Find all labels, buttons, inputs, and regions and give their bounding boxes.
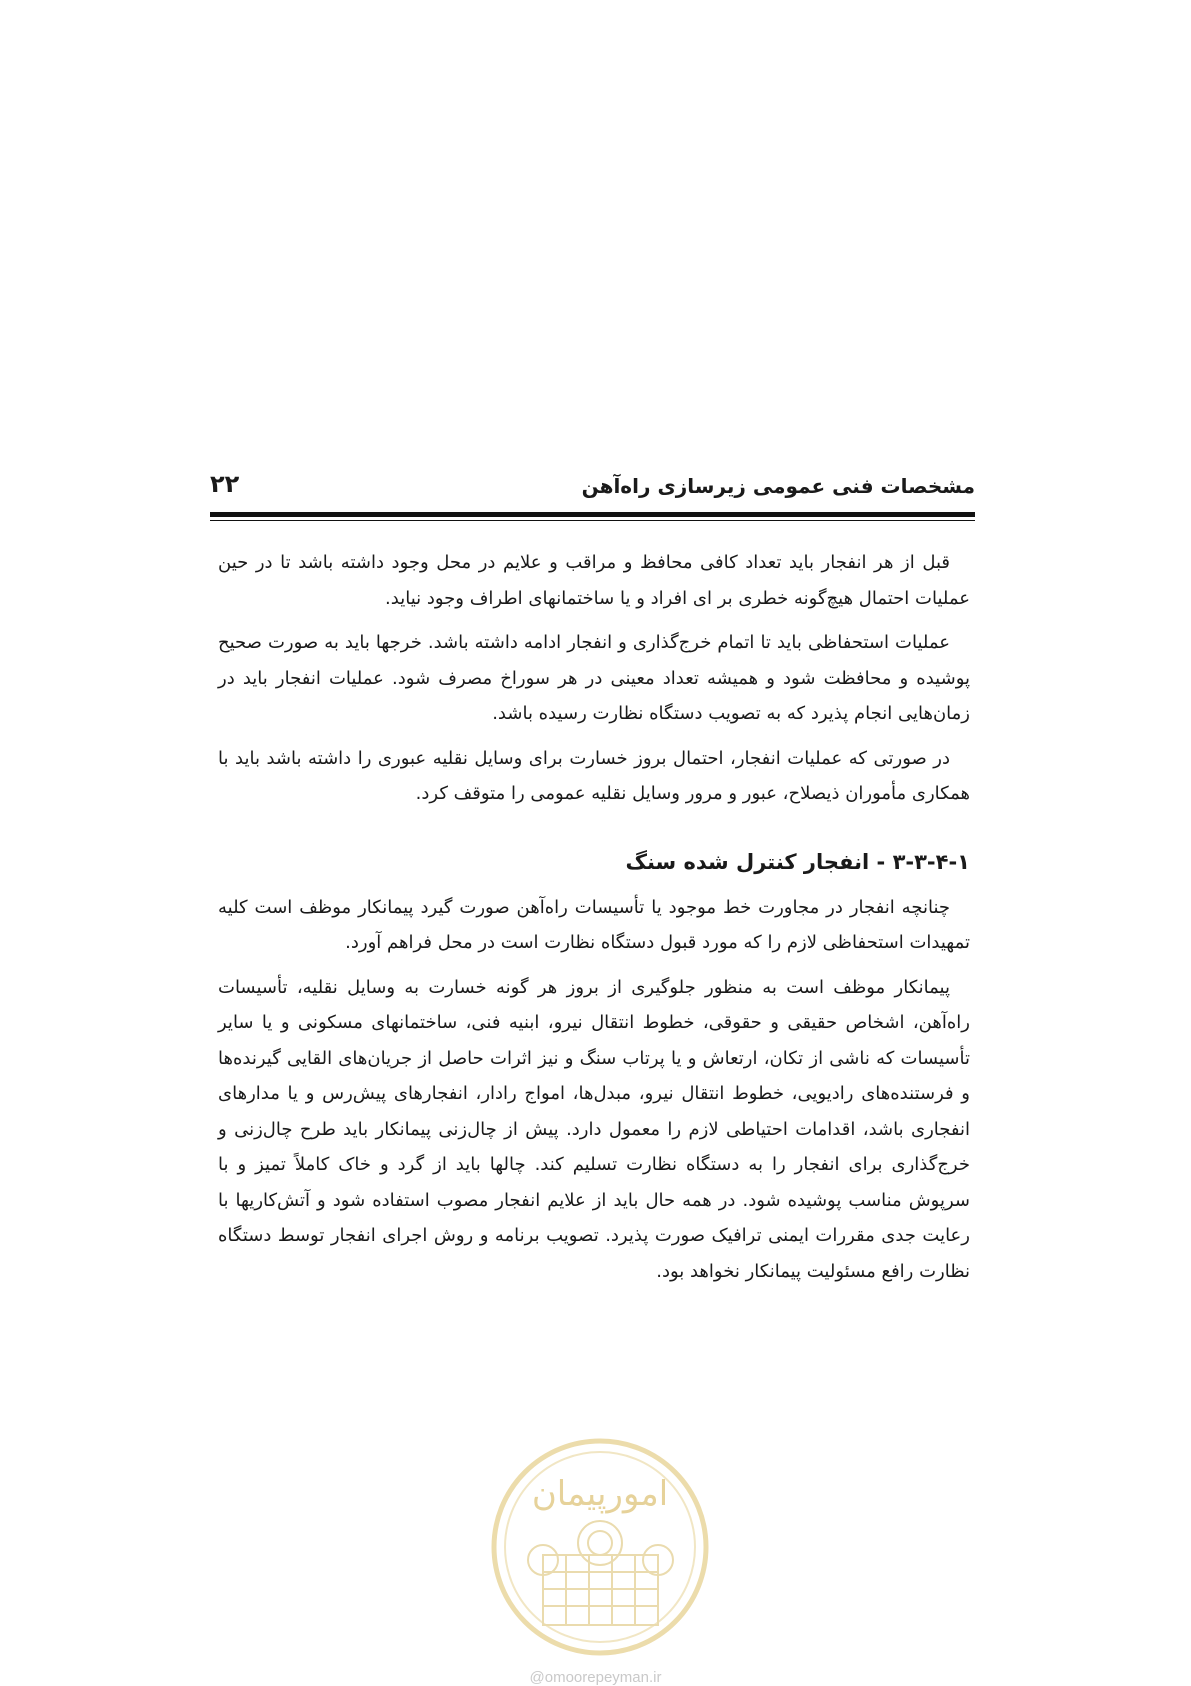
watermark-seal-icon xyxy=(488,1435,713,1660)
watermark-logo xyxy=(488,1435,713,1660)
paragraph-protection: عملیات استحفاظی باید تا اتمام خرج‌گذاری و انفجار ادامه داشته باشد. خرجها باید به صورت صحیح پوشیده و محافظت شود و همیشه تعداد معینی در هر سوراخ مصرف شود. عملیات انفجار باید در زمان‌هایی انجام پذیرد که به تصویب دستگاه نظارت رسیده باشد. xyxy=(218,632,970,724)
running-title: مشخصات فنی عمومی زیرسازی راه‌آهن xyxy=(581,474,975,498)
header-rule-thin xyxy=(210,520,975,521)
watermark-logo-text: امورپیمان xyxy=(531,1474,669,1514)
paragraph-traffic-stop: در صورتی که عملیات انفجار، احتمال بروز خسارت برای وسایل نقلیه عبوری را داشته باشد باید با همکاری مأموران ذیصلاح، عبور و مرور وسایل نقلیه عمومی را متوقف کرد. xyxy=(218,747,970,804)
watermark-url: @omoorepeyman.ir xyxy=(529,1669,662,1686)
section-heading: ۳-۳-۴-۱ - انفجار کنترل شده سنگ xyxy=(625,849,970,874)
paragraph-guards: قبل از هر انفجار باید تعداد کافی محافظ و مراقب و علایم در محل وجود داشته باشد تا در حین عملیات احتمال هیچ‌گونه خطری بر ای افراد و یا ساختمانهای اطراف وجود نیاید. xyxy=(218,552,970,609)
paragraph-near-track: چنانچه انفجار در مجاورت خط موجود یا تأسیسات راه‌آهن صورت گیرد پیمانکار موظف است کلیه تمهیدات استحفاظی لازم را که مورد قبول دستگاه نظارت است در محل فراهم آورد. xyxy=(218,896,970,953)
page-header xyxy=(210,470,975,508)
header-rule-thick xyxy=(210,512,975,517)
body-text xyxy=(218,545,970,1298)
paragraph-contractor-duties: پیمانکار موظف است به منظور جلوگیری از بروز هر گونه خسارت به وسایل نقلیه، تأسیسات راه‌آهن، اشخاص حقیقی و حقوقی، خطوط انتقال نیرو، ابنیه فنی، ساختمانهای مسکونی و یا سایر تأسیسات که ناشی از تکان، ارتعاش و یا پرتاب سنگ و نیز اثرات حاصل از جریان‌های القایی گیرنده‌ها و فرستنده‌های رادیویی، خطوط انتقال نیرو، مبدل‌ها، امواج رادار، انفجارهای پیش‌رس و یا مدارهای انفجاری باشد، اقدامات احتیاطی لازم را معمول دارد. پیش از چال‌زنی پیمانکار باید طرح چال‌زنی و خرج‌گذاری برای انفجار را به دستگاه نظارت تسلیم کند. چالها باید از گرد و خاک کاملاً تمیز و با سرپوش مناسب پوشیده شود. در همه حال باید از علایم انفجار مصوب استفاده شود و آتش‌کاریها با رعایت جدی مقررات ایمنی ترافیک صورت پذیرد. تصویب برنامه و روش اجرای انفجار توسط دستگاه نظارت رافع مسئولیت پیمانکار نخواهد بود. xyxy=(218,976,970,1282)
page-number: ۲۲ xyxy=(210,470,240,498)
